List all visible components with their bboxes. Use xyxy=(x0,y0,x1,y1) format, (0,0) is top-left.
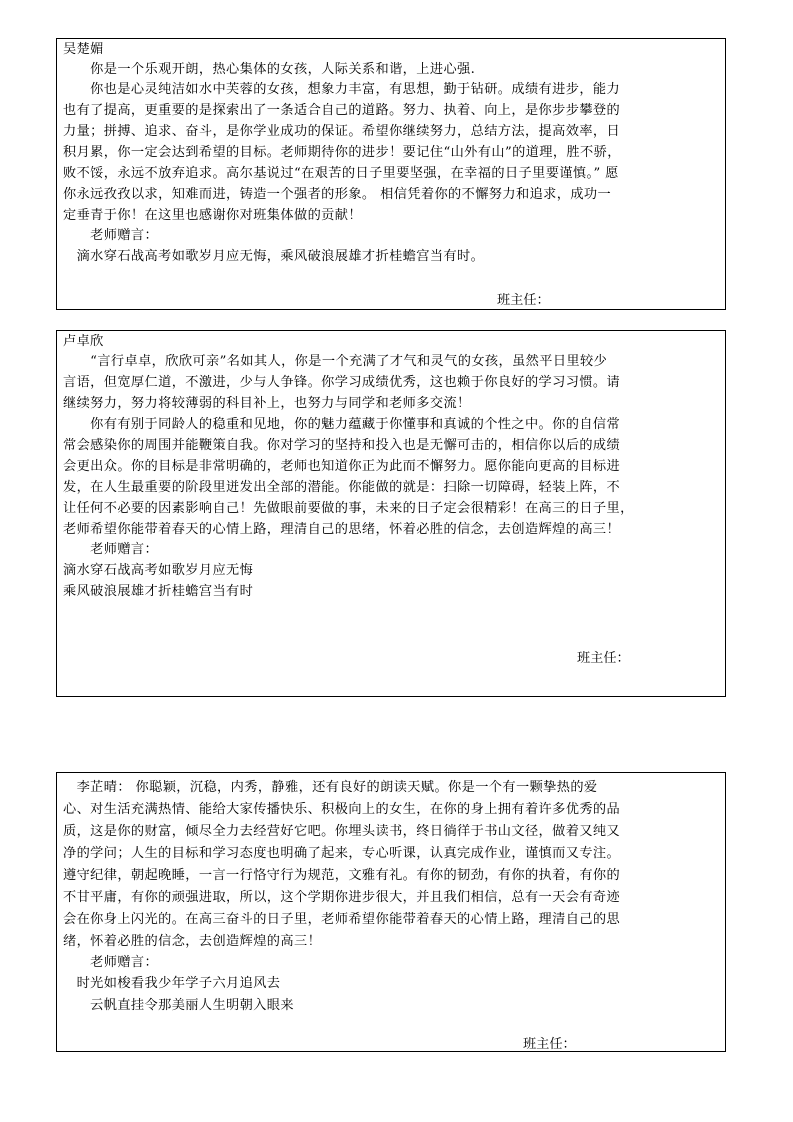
comment-card-1 xyxy=(56,38,726,310)
comment-line: 你也是心灵纯洁如水中芙蓉的女孩，想象力丰富，有思想，勤于钻研。成绩有进步，能力 xyxy=(63,82,621,97)
comment-line: 继续努力，努力将较薄弱的科目补上，也努力与同学和老师多交流！ xyxy=(63,396,471,411)
comment-line: 你有有别于同龄人的稳重和见地，你的魅力蕴藏于你懂事和真诚的个性之中。你的自信常 xyxy=(63,417,621,432)
comment-line: 常会感染你的周围并能鞭策自我。你对学习的坚持和投入也是无懈可击的，相信你以后的成绩 xyxy=(63,438,621,453)
teacher-message: 滴水穿石战高考如歌岁月应无悔 xyxy=(63,563,254,578)
comment-line: 不甘平庸，有你的顽强进取，所以，这个学期你进步很大，并且我们相信，总有一天会有奇迹 xyxy=(63,890,621,905)
comment-line: 遵守纪律，朝起晚睡，一言一行恪守行为规范，文雅有礼。有你的韧劲，有你的执着，有你的 xyxy=(63,868,621,883)
teacher-message: 滴水穿石战高考如歌岁月应无悔，乘风破浪展雄才折桂蟾宫当有时。 xyxy=(63,249,485,264)
comment-line: 积月累，你一定会达到希望的目标。老师期待你的进步！要记住“山外有山”的道理，胜不骄， xyxy=(63,145,621,160)
comment-line: 心、对生活充满热情、能给大家传播快乐、积极向上的女生，在你的身上拥有着许多优秀的品 xyxy=(63,802,621,817)
teacher-message-label: 老师赠言： xyxy=(63,955,159,970)
comment-line: 败不馁，永远不放弃追求。高尔基说过“在艰苦的日子里要坚强，在幸福的日子里要谨慎。” 愿 xyxy=(63,166,619,181)
head-teacher-signature: 班主任： xyxy=(577,651,630,666)
comment-line: 你永远孜孜以求，知难而进，铸造一个强者的形象。 相信凭着你的不懈努力和追求，成功一 xyxy=(63,187,612,202)
comment-card-2 xyxy=(56,330,726,697)
comment-line: 绪，怀着必胜的信念，去创造辉煌的高三！ xyxy=(63,934,322,949)
comment-line: 李芷晴： 你聪颖，沉稳，内秀，静雅，还有良好的朗读天赋。你是一个有一颗挚热的爱 xyxy=(63,780,598,795)
comment-line: 老师希望你能带着春天的心情上路，理清自己的思绪，怀着必胜的信念，去创造辉煌的高三！ xyxy=(63,522,621,537)
teacher-message: 时光如梭看我少年学子六月追风去 xyxy=(63,976,281,991)
comment-card-3 xyxy=(56,772,726,1052)
comment-line: 定垂青于你！在这里也感谢你对班集体做的贡献！ xyxy=(63,208,362,223)
comment-line: 发，在人生最重要的阶段里迸发出全部的潜能。你能做的就是：扫除一切障碍，轻装上阵，不 xyxy=(63,480,621,495)
teacher-message: 乘风破浪展雄才折桂蟾宫当有时 xyxy=(63,584,254,599)
comment-line: 言语，但宽厚仁道，不激进，少与人争锋。你学习成绩优秀，这也赖于你良好的学习习惯。请 xyxy=(63,375,621,390)
comment-line: 你是一个乐观开朗，热心集体的女孩，人际关系和谐，上进心强. xyxy=(63,62,476,77)
comment-line: 会在你身上闪光的。在高三奋斗的日子里，老师希望你能带着春天的心情上路，理清自己的思 xyxy=(63,912,621,927)
student-name: 吴楚媚 xyxy=(63,42,104,57)
comment-line: 也有了提高，更重要的是探索出了一条适合自己的道路。努力、执着、向上，是你步步攀登的 xyxy=(63,103,621,118)
teacher-message: 云帆直挂令那美丽人生明朝入眼来 xyxy=(63,998,294,1013)
teacher-message-label: 老师赠言： xyxy=(63,542,159,557)
comment-line: 会更出众。你的目标是非常明确的，老师也知道你正为此而不懈努力。愿你能向更高的目标进 xyxy=(63,459,621,474)
head-teacher-signature: 班主任： xyxy=(523,1037,576,1052)
comment-line: 力量；拼搏、追求、奋斗，是你学业成功的保证。希望你继续努力，总结方法，提高效率，日 xyxy=(63,124,621,139)
comment-line: 让任何不必要的因素影响自己！先做眼前要做的事，未来的日子定会很精彩！在高三的日子里， xyxy=(63,501,634,516)
teacher-message-label: 老师赠言： xyxy=(63,228,159,243)
head-teacher-signature: 班主任： xyxy=(497,293,550,308)
comment-line: 质，这是你的财富，倾尽全力去经营好它吧。你埋头读书，终日徜徉于书山文径，做着又纯又 xyxy=(63,824,621,839)
comment-line: 净的学问；人生的目标和学习态度也明确了起来，专心听课，认真完成作业，谨慎而又专注。 xyxy=(63,846,621,861)
student-name: 卢卓欣 xyxy=(63,334,104,349)
comment-line: “言行卓卓，欣欣可亲”名如其人，你是一个充满了才气和灵气的女孩，虽然平日里较少 xyxy=(63,354,608,369)
